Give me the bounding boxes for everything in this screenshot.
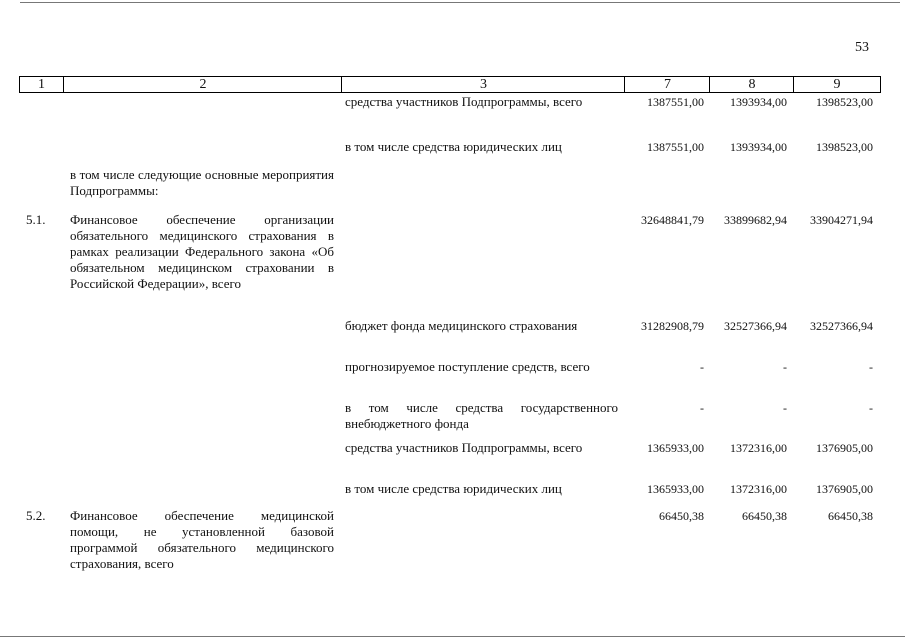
row-2-name: в том числе следующие основные мероприятия Подпрограммы: [70, 167, 334, 198]
row-9-number: 5.2. [26, 508, 46, 523]
row-8-value-8: 1372316,00 [730, 482, 787, 496]
row-0-description: средства участников Подпрограммы, всего [345, 94, 583, 109]
row-9-value-9: 66450,38 [828, 509, 873, 523]
header-col-1: 1 [38, 77, 45, 92]
row-6-description: в том числе средства государственного внебюджетного фонда [345, 400, 618, 431]
header-col-3: 3 [341, 77, 625, 92]
header-col-8: 8 [709, 77, 794, 92]
row-0-value-9: 1398523,00 [816, 95, 873, 109]
row-8-description: в том числе средства юридических лиц [345, 481, 562, 496]
scan-edge-top [20, 2, 900, 3]
row-5-value-9: - [869, 360, 873, 374]
row-3-value-9: 33904271,94 [810, 213, 873, 227]
row-0-value-8: 1393934,00 [730, 95, 787, 109]
header-col-2: 2 [63, 77, 342, 92]
row-8-value-9: 1376905,00 [816, 482, 873, 496]
row-9-value-7: 66450,38 [659, 509, 704, 523]
row-8-value-7: 1365933,00 [647, 482, 704, 496]
row-4-value-9: 32527366,94 [810, 319, 873, 333]
row-3-value-7: 32648841,79 [641, 213, 704, 227]
row-1-value-9: 1398523,00 [816, 140, 873, 154]
row-3-value-8: 33899682,94 [724, 213, 787, 227]
row-1-value-8: 1393934,00 [730, 140, 787, 154]
row-1-description: в том числе средства юридических лиц [345, 139, 562, 154]
scan-edge-bottom [0, 636, 905, 637]
row-9-name: Финансовое обеспечение медицинской помощи, не установленной базовой программой обязательного медицинского страхования, всего [70, 508, 334, 571]
row-4-value-7: 31282908,79 [641, 319, 704, 333]
row-7-value-9: 1376905,00 [816, 441, 873, 455]
table-header [19, 76, 881, 93]
row-7-value-8: 1372316,00 [730, 441, 787, 455]
row-7-value-7: 1365933,00 [647, 441, 704, 455]
row-6-value-7: - [700, 401, 704, 415]
row-9-value-8: 66450,38 [742, 509, 787, 523]
row-6-value-8: - [783, 401, 787, 415]
row-4-description: бюджет фонда медицинского страхования [345, 318, 578, 333]
header-col-7: 7 [624, 77, 710, 92]
row-4-value-8: 32527366,94 [724, 319, 787, 333]
row-7-description: средства участников Подпрограммы, всего [345, 440, 583, 455]
row-5-value-7: - [700, 360, 704, 374]
row-5-value-8: - [783, 360, 787, 374]
row-3-name: Финансовое обеспечение организации обязательного медицинского страхования в рамках реализации Федерального закона «Об обязательном медицинском страховании в Российской Федерации», всего [70, 212, 334, 291]
row-0-value-7: 1387551,00 [647, 95, 704, 109]
row-1-value-7: 1387551,00 [647, 140, 704, 154]
row-6-value-9: - [869, 401, 873, 415]
row-5-description: прогнозируемое поступление средств, всего [345, 359, 590, 374]
page-number: 53 [855, 40, 869, 55]
row-3-number: 5.1. [26, 212, 46, 227]
header-col-9: 9 [793, 77, 880, 92]
